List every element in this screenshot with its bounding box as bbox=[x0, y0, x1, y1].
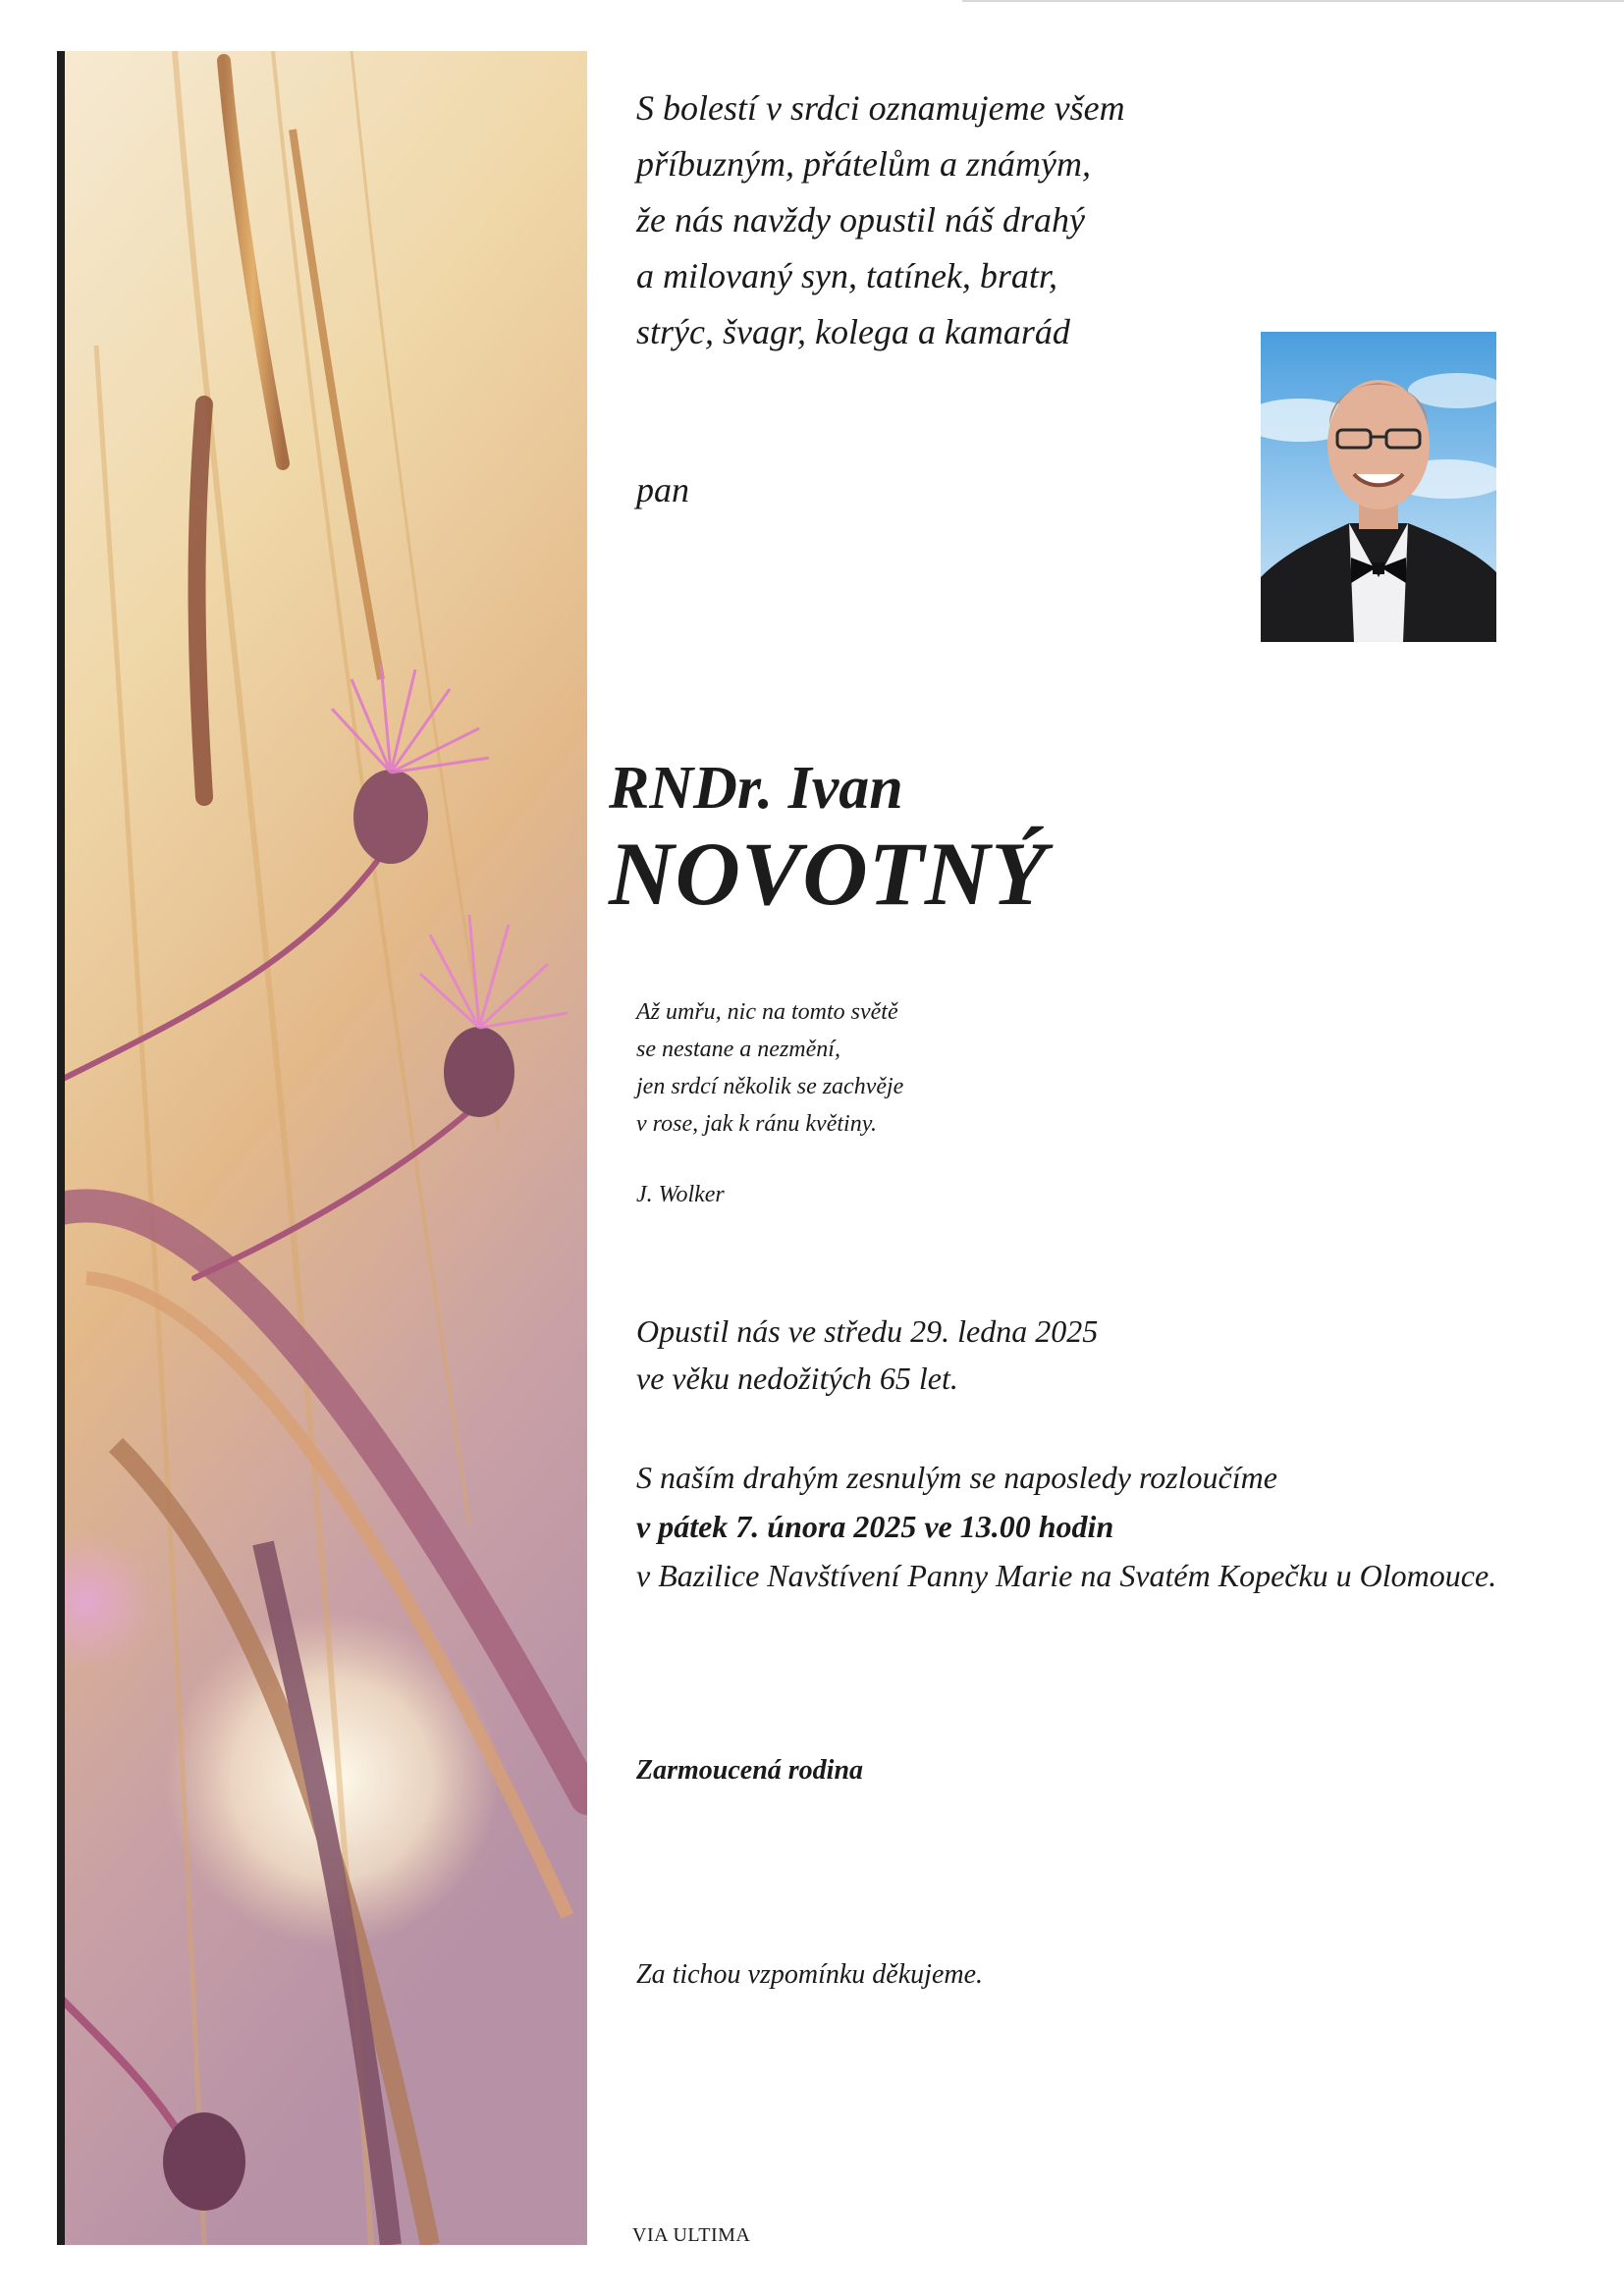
poem-author: J. Wolker bbox=[636, 1182, 725, 1207]
announcement-text: S bolestí v srdci oznamujeme všem příbuzným, přátelům a známým, že nás navždy opustil náš drahý a milovaný syn, tatínek, bratr, strýc, švagr, kolega a kamarád bbox=[636, 88, 1125, 351]
death-date-line: Opustil nás ve středu 29. ledna 2025 bbox=[636, 1313, 1099, 1349]
deceased-first-name: RNDr. Ivan bbox=[609, 755, 903, 822]
farewell-intro-line: S naším drahým zesnulým se naposledy rozloučíme bbox=[636, 1460, 1277, 1495]
portrait-photo bbox=[1261, 332, 1496, 642]
farewell-place-line: v Bazilice Navštívení Panny Marie na Svatém Kopečku u Olomouce. bbox=[636, 1558, 1497, 1593]
age-line: ve věku nedožitých 65 let. bbox=[636, 1361, 958, 1396]
farewell-datetime-line: v pátek 7. února 2025 ve 13.00 hodin bbox=[636, 1509, 1114, 1544]
farewell-info bbox=[636, 1453, 1496, 1600]
publisher-imprint: VIA ULTIMA bbox=[632, 2224, 751, 2246]
thanks-line: Za tichou vzpomínku děkujeme. bbox=[636, 1959, 984, 1990]
family-signature: Zarmoucená rodina bbox=[636, 1755, 864, 1786]
wheat-and-thistle-photo bbox=[57, 51, 587, 2245]
memorial-poem: Až umřu, nic na tomto světě se nestane a nezmění, jen srdcí několik se zachvěje v rose, jak k ránu květiny. bbox=[636, 999, 904, 1137]
left-border-bar bbox=[57, 51, 65, 2245]
honorific: pan bbox=[636, 470, 689, 509]
scan-top-rule bbox=[962, 0, 1624, 2]
death-info bbox=[636, 1308, 1098, 1402]
deceased-last-name: NOVOTNÝ bbox=[609, 824, 1048, 924]
